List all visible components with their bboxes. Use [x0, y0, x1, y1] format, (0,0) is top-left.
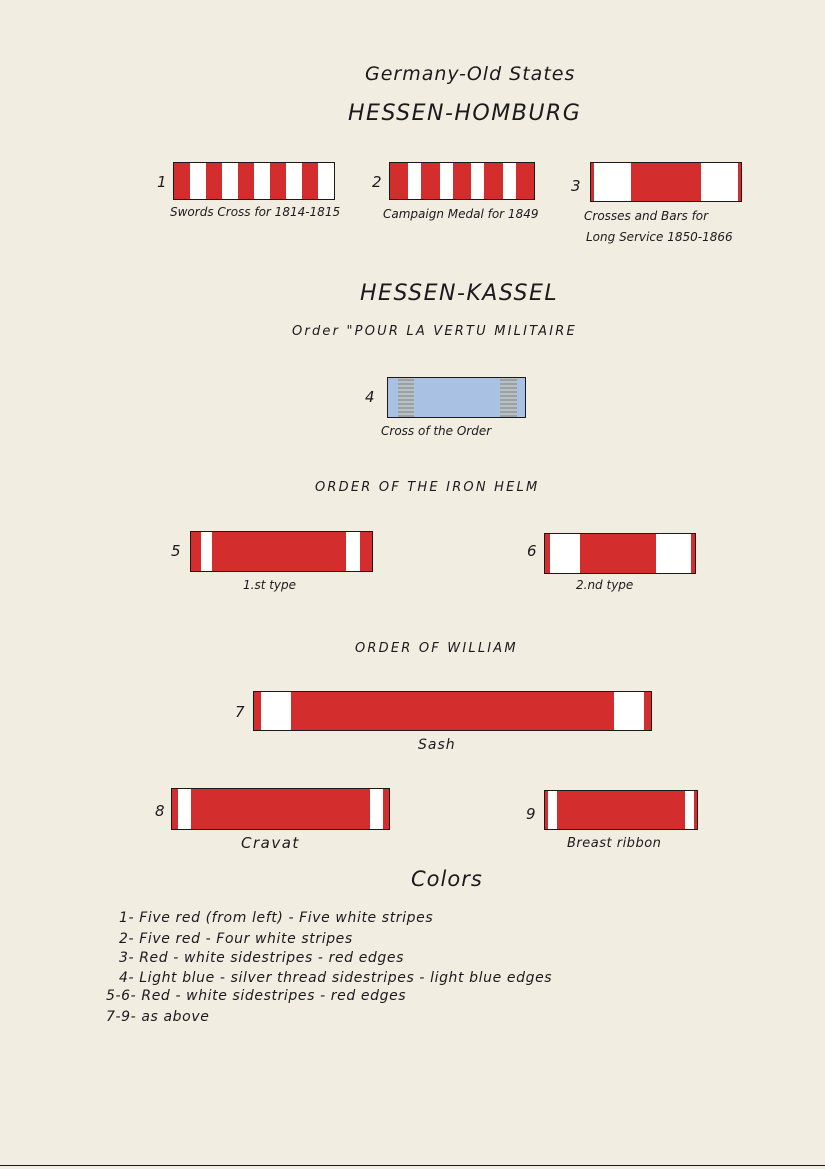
legend-line: 4- Light blue - silver thread sidestripes - light blue edges — [119, 970, 553, 986]
ribbon-stripe — [580, 534, 657, 573]
ribbon-number: 1 — [157, 173, 167, 191]
ribbon-caption: Cross of the Order — [381, 424, 492, 438]
legend-line: 2- Five red - Four white stripes — [119, 931, 353, 947]
legend-line: 7-9- as above — [106, 1009, 210, 1025]
ribbon-number: 4 — [365, 388, 375, 406]
ribbon-stripe — [557, 791, 686, 829]
ribbon-iron-helm-second — [544, 533, 696, 574]
ribbon-stripe — [318, 163, 334, 199]
ribbon-caption: Breast ribbon — [567, 836, 662, 851]
ribbon-stripe — [408, 163, 421, 199]
ribbon-stripe — [685, 791, 694, 829]
ribbon-sash — [253, 691, 652, 731]
ribbon-stripe — [694, 791, 697, 829]
ribbon-stripe — [201, 532, 212, 571]
ribbon-long-service — [590, 162, 742, 202]
ribbon-stripe — [471, 163, 484, 199]
ribbon-stripe — [174, 163, 190, 199]
ribbon-stripe — [550, 534, 580, 573]
ribbon-stripe — [644, 692, 651, 730]
ribbon-stripe — [191, 532, 201, 571]
state-heading-hessen-kassel: HESSEN-KASSEL — [360, 281, 559, 306]
ribbon-stripe — [614, 692, 643, 730]
ribbon-stripe — [516, 163, 534, 199]
ribbon-stripe — [421, 163, 439, 199]
section-heading-pour-la-vertu: Order "POUR LA VERTU MILITAIRE — [292, 324, 577, 339]
ribbon-stripe — [238, 163, 254, 199]
ribbon-stripe — [414, 378, 500, 417]
ribbon-campaign-medal — [389, 162, 535, 200]
ribbon-stripe — [222, 163, 238, 199]
ribbon-stripe — [453, 163, 471, 199]
ribbon-stripe — [701, 163, 738, 201]
ribbon-stripe — [370, 789, 383, 829]
ribbon-stripe — [383, 789, 389, 829]
ribbon-stripe — [691, 534, 695, 573]
ribbon-caption: Long Service 1850-1866 — [586, 230, 733, 244]
ribbon-caption: Campaign Medal for 1849 — [383, 207, 539, 221]
ribbon-stripe — [548, 791, 557, 829]
ribbon-stripe — [191, 789, 370, 829]
state-heading-hessen-homburg: HESSEN-HOMBURG — [348, 101, 582, 126]
page-edge — [0, 1165, 825, 1166]
ribbon-number: 7 — [235, 703, 245, 721]
legend-line: 3- Red - white sidestripes - red edges — [119, 950, 405, 966]
page-title: Germany-Old States — [365, 63, 576, 85]
ribbon-stripe — [212, 532, 346, 571]
ribbon-breast — [544, 790, 698, 830]
ribbon-stripe — [390, 163, 408, 199]
ribbon-stripe — [440, 163, 453, 199]
ribbon-stripe — [738, 163, 741, 201]
ribbon-caption: Sash — [418, 737, 456, 753]
ribbon-stripe — [254, 692, 261, 730]
section-heading-order-of-william: ORDER OF WILLIAM — [355, 641, 518, 656]
ribbon-stripe — [302, 163, 318, 199]
ribbon-caption: Crosses and Bars for — [584, 209, 709, 223]
ribbon-number: 2 — [372, 173, 382, 191]
ribbon-stripe — [500, 378, 517, 417]
section-heading-iron-helm: ORDER OF THE IRON HELM — [315, 480, 540, 495]
ribbon-caption: Swords Cross for 1814-1815 — [170, 205, 341, 219]
ribbon-caption: 2.nd type — [576, 578, 634, 592]
ribbon-caption: Cravat — [241, 834, 300, 852]
ribbon-number: 8 — [155, 802, 165, 820]
ribbon-stripe — [360, 532, 371, 571]
ribbon-stripe — [291, 692, 614, 730]
ribbon-caption: 1.st type — [243, 578, 297, 592]
ribbon-stripe — [254, 163, 270, 199]
ribbon-stripe — [503, 163, 516, 199]
ribbon-stripe — [178, 789, 191, 829]
ribbon-number: 9 — [526, 805, 536, 823]
ribbon-stripe — [517, 378, 525, 417]
ribbon-number: 5 — [171, 542, 181, 560]
ribbon-number: 6 — [527, 542, 537, 560]
ribbon-cross-of-the-order — [387, 377, 526, 418]
ribbon-stripe — [286, 163, 302, 199]
ribbon-stripe — [190, 163, 206, 199]
ribbon-number: 3 — [571, 177, 581, 195]
ribbon-stripe — [346, 532, 360, 571]
ribbon-stripe — [388, 378, 398, 417]
ribbon-stripe — [484, 163, 502, 199]
ribbon-stripe — [631, 163, 701, 201]
ribbon-cravat — [171, 788, 390, 830]
ribbon-stripe — [398, 378, 415, 417]
legend-line: 1- Five red (from left) - Five white stripes — [119, 910, 434, 926]
ribbon-stripe — [656, 534, 691, 573]
ribbon-stripe — [206, 163, 222, 199]
legend-line: 5-6- Red - white sidestripes - red edges — [106, 988, 407, 1004]
ribbon-swords-cross — [173, 162, 335, 200]
legend-title: Colors — [411, 867, 483, 891]
ribbon-iron-helm-first — [190, 531, 373, 572]
ribbon-stripe — [261, 692, 290, 730]
ribbon-stripe — [594, 163, 631, 201]
ribbon-stripe — [270, 163, 286, 199]
